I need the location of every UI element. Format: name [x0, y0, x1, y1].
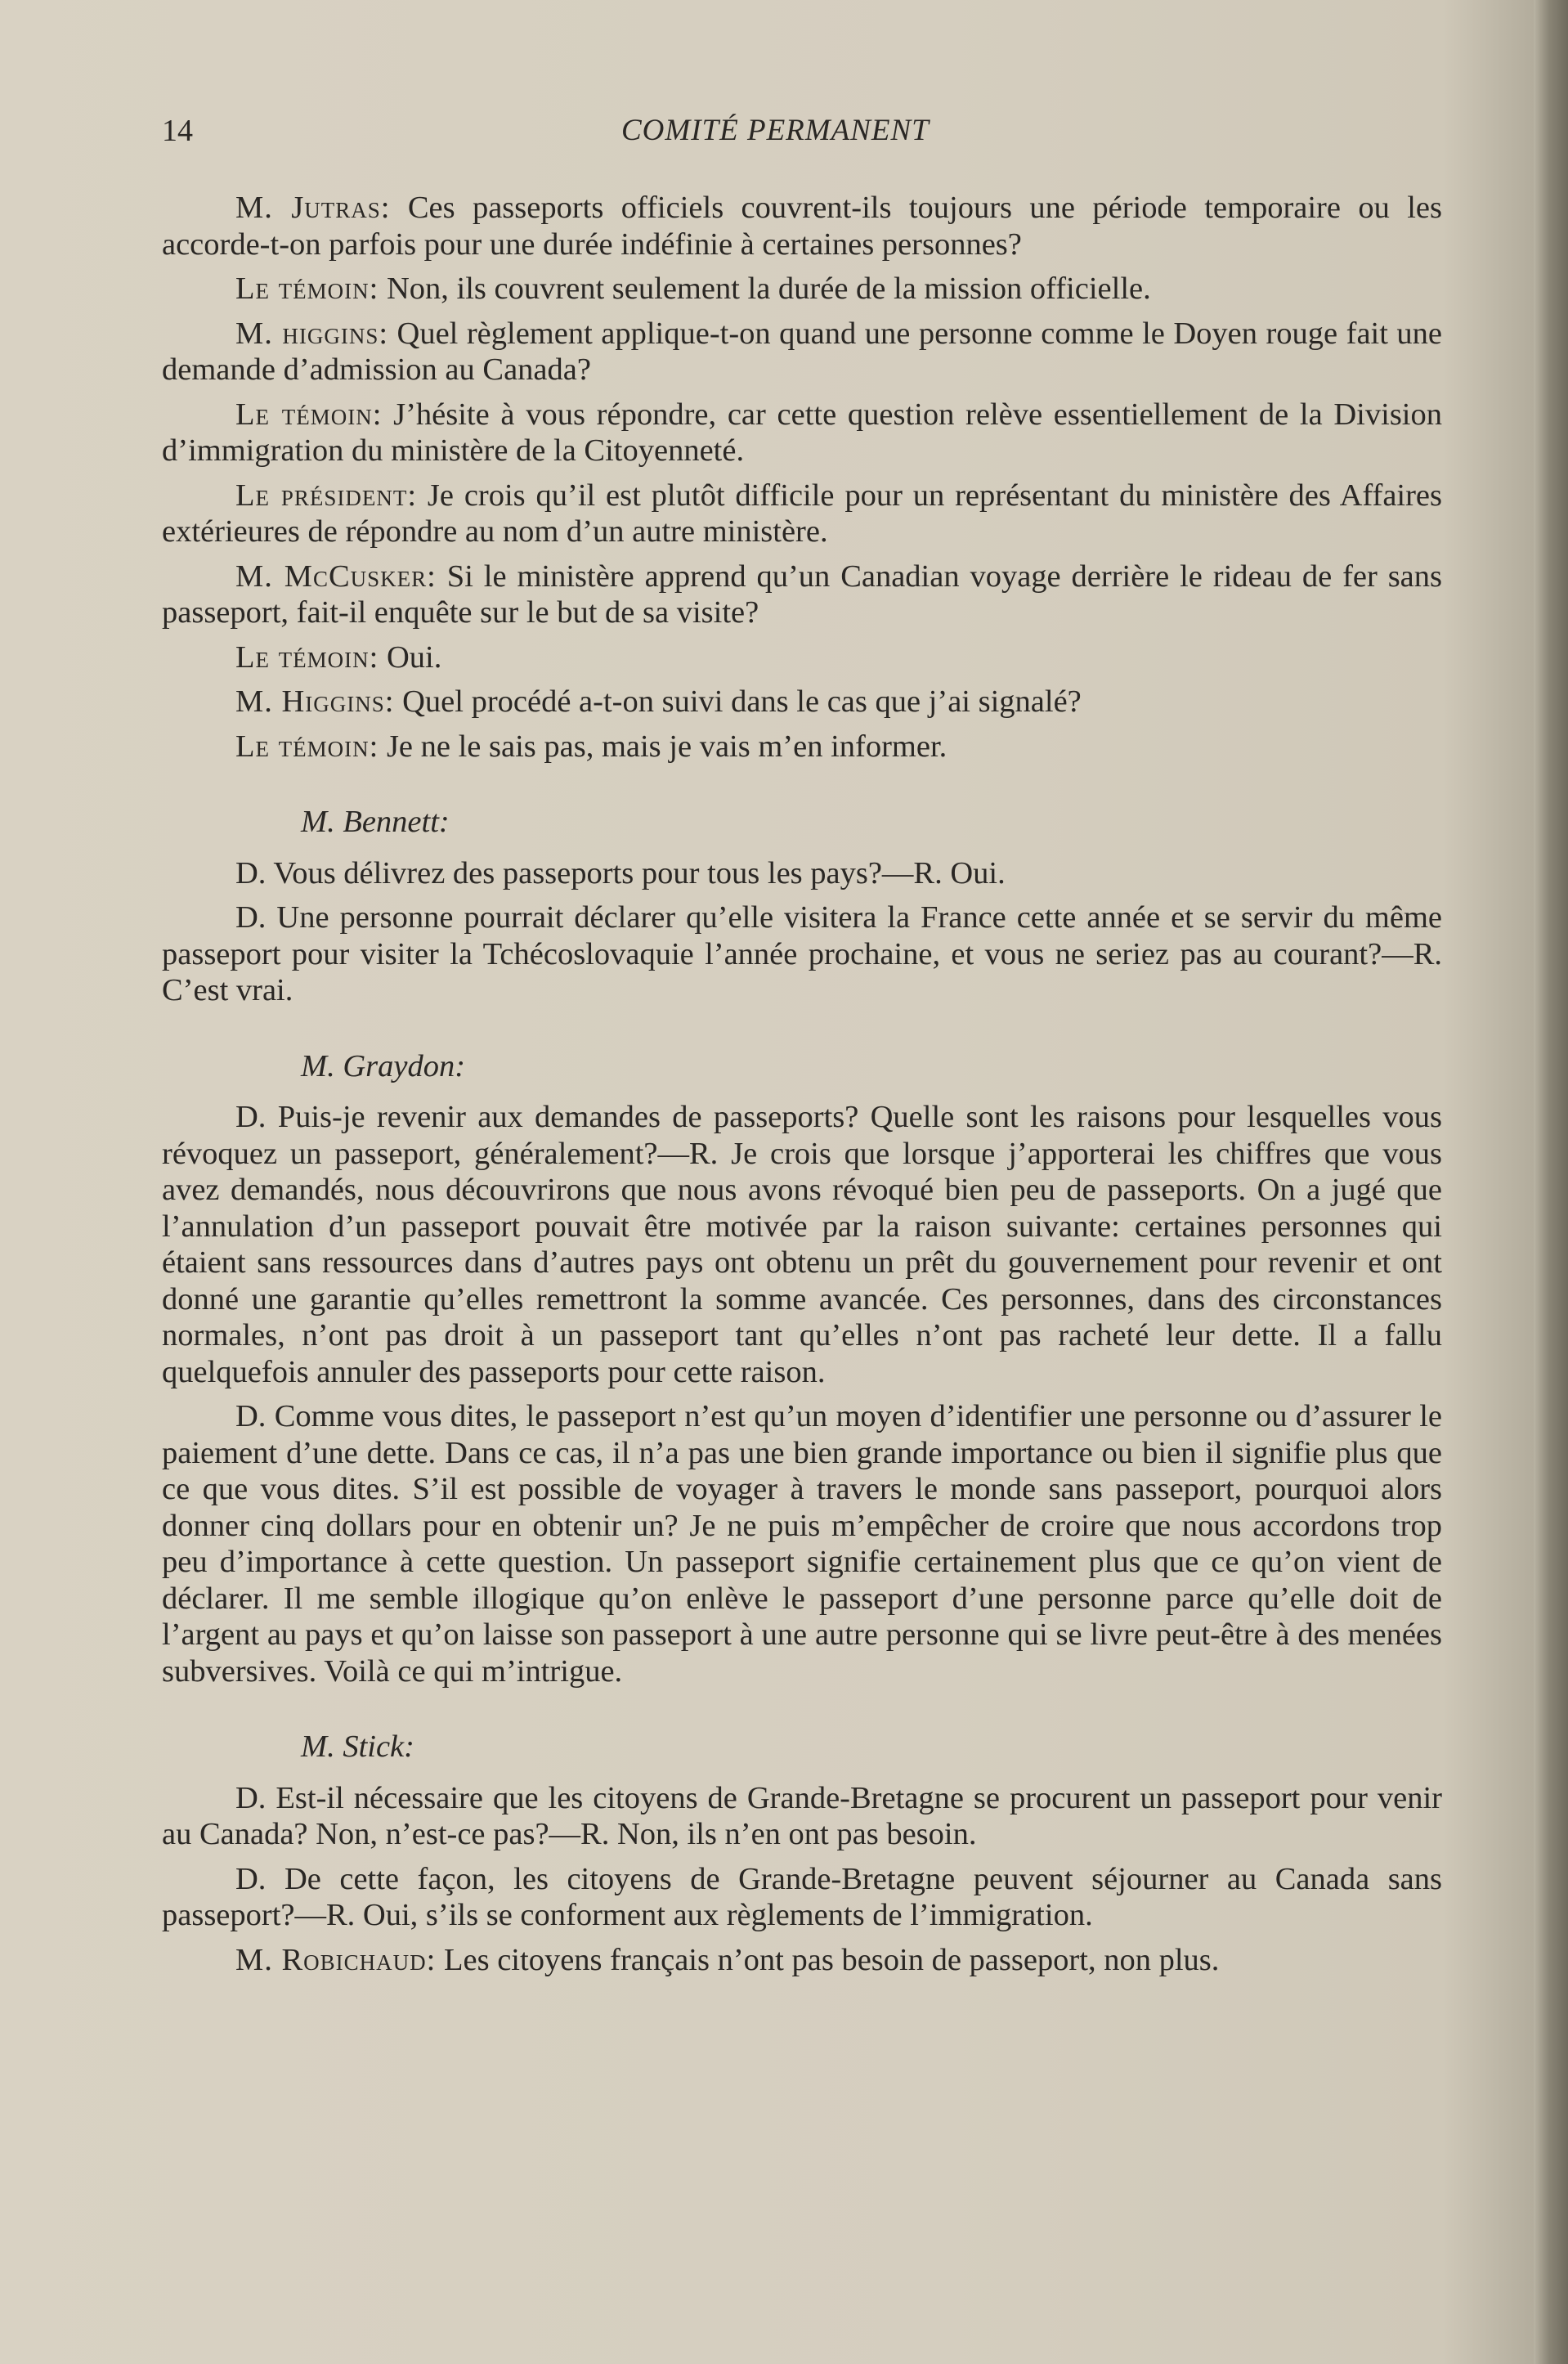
- speaker-name: Le président:: [235, 478, 418, 513]
- speaker-name: M. Robichaud:: [235, 1942, 437, 1977]
- paragraph: [162, 271, 1442, 307]
- speaker-name: M. Jutras:: [235, 191, 391, 225]
- speaker-name: Le témoin:: [235, 729, 379, 764]
- paragraph-text: Si le ministère apprend qu’un Canadian voyage derrière le rideau de fer sans passeport, fait-il enquête sur le but de sa visite?: [162, 558, 1442, 630]
- paragraph: [162, 684, 1442, 720]
- paragraph-text: J’hésite à vous répondre, car cette question relève essentiellement de la Division d’immigration du ministère de la Citoyenneté.: [162, 397, 1443, 468]
- book-spine-edge: [1534, 0, 1568, 2364]
- speaker-name: M. Higgins:: [235, 684, 395, 719]
- question-answer-paragraph: D. Une personne pourrait déclarer qu’elle visitera la France cette année et se servir du même passeport pour visiter la Tchécoslovaquie l’année prochaine, et vous ne seriez pas au courant?—R. C’est vrai.: [162, 900, 1442, 1007]
- paragraph: [162, 478, 1442, 550]
- paragraph: [162, 558, 1442, 631]
- speaker-name: Le témoin:: [235, 397, 383, 432]
- speaker-name: Le témoin:: [235, 271, 379, 306]
- paragraph-text: Ces passeports officiels couvrent-ils toujours une période temporaire ou les accorde-t-on parfois pour une durée indéfinie à certaines personnes?: [162, 191, 1442, 262]
- paragraph: [162, 316, 1442, 388]
- question-answer-paragraph: D. Comme vous dites, le passeport n’est qu’un moyen d’identifier une personne ou d’assurer le paiement d’une dette. Dans ce cas, il n’a pas une bien grande importance ou bien il signifie plus que ce que vous dites. S’il est possible de voyager à travers le monde sans passeport, pourquoi alors donner cinq dollars pour en obtenir un? Je ne puis m’empêcher de croire que nous accordons trop peu d’importance à cette question. Un passeport signifie certainement plus que ce qu’on vient de déclarer. Il me semble illogique qu’on enlève le passeport d’une personne parce qu’elle doit de l’argent au pays et qu’on laisse son passeport à une autre personne qui se livre peut-être à des menées subversives. Voilà ce qui m’intrigue.: [162, 1399, 1442, 1689]
- paragraph: [162, 729, 1442, 765]
- page-header: [0, 113, 1568, 162]
- question-answer-paragraph: D. Puis-je revenir aux demandes de passeports? Quelle sont les raisons pour lesquelles vous révoquez un passeport, généralement?—R. Je crois que lorsque j’apporterai les chiffres que vous avez demandés, nous découvrirons que nous avons révoqué bien peu de passeports. On a jugé que l’annulation d’un passeport pouvait être motivée par la raison suivante: certaines personnes qui étaient sans ressources dans d’autres pays ont obtenu un prêt du gouvernement pour revenir et ont donné une garantie qu’elles remettront la somme avancée. Ces personnes, dans des circonstances normales, n’ont pas droit à un passeport tant qu’elles n’ont pas racheté leur dette. Il a fallu quelquefois annuler des passeports pour cette raison.: [162, 1100, 1442, 1389]
- paragraph: [162, 190, 1442, 262]
- question-answer-paragraph: D. Vous délivrez des passeports pour tous les pays?—R. Oui.: [235, 855, 1006, 890]
- paragraph-text: Je crois qu’il est plutôt difficile pour un représentant du ministère des Affaires extérieures de répondre au nom d’un autre ministère.: [162, 478, 1442, 549]
- speaker-name: M. higgins:: [235, 316, 389, 351]
- paragraph: [162, 397, 1442, 469]
- section-heading-graydon: M. Graydon:: [301, 1048, 466, 1083]
- speaker-name: Le témoin:: [235, 639, 379, 675]
- paragraph-text: Les citoyens français n’ont pas besoin de passeport, non plus.: [436, 1942, 1220, 1977]
- paragraph-text: Oui.: [379, 639, 442, 675]
- section-heading-bennett: M. Bennett:: [301, 805, 450, 839]
- paragraph-text: Je ne le sais pas, mais je vais m’en informer.: [379, 729, 948, 764]
- question-answer-paragraph: D. Est-il nécessaire que les citoyens de Grande-Bretagne se procurent un passeport pour venir au Canada? Non, n’est-ce pas?—R. Non, ils n’en ont pas besoin.: [162, 1780, 1442, 1851]
- paragraph: [162, 639, 1442, 676]
- closing-paragraph: [162, 1942, 1442, 1979]
- paragraph-text: Quel règlement applique-t-on quand une personne comme le Doyen rouge fait une demande d’admission au Canada?: [162, 316, 1443, 387]
- page-number: 14: [162, 114, 193, 148]
- paragraph-text: Quel procédé a-t-on suivi dans le cas que j’ai signalé?: [394, 684, 1082, 719]
- question-answer-paragraph: D. De cette façon, les citoyens de Grande-Bretagne peuvent séjourner au Canada sans passeport?—R. Oui, s’ils se conforment aux règlements de l’immigration.: [162, 1861, 1442, 1932]
- paragraph-text: Non, ils couvrent seulement la durée de la mission officielle.: [379, 271, 1151, 306]
- running-title: COMITÉ PERMANENT: [621, 114, 930, 147]
- speaker-name: M. McCusker:: [235, 558, 437, 594]
- page-body: [162, 190, 1442, 1986]
- section-heading-stick: M. Stick:: [301, 1729, 414, 1764]
